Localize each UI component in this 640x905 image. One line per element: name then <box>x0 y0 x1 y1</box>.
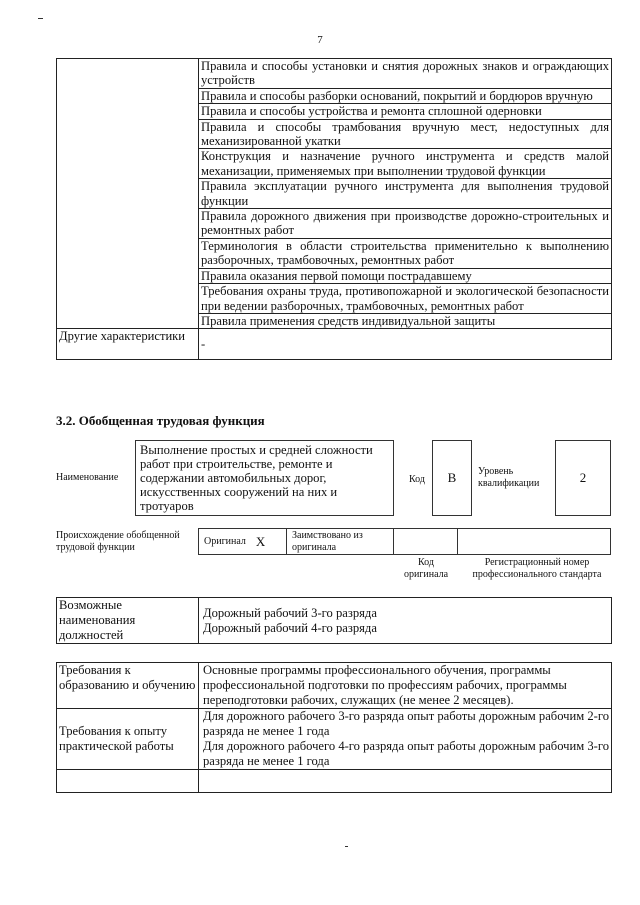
section-heading: 3.2. Обобщенная трудовая функция <box>56 413 265 428</box>
positions-table <box>56 597 612 644</box>
experience-values <box>199 709 612 770</box>
experience-label: Требования к опыту практической работы <box>57 709 199 770</box>
positions-values <box>199 598 612 644</box>
knowledge-item: Правила и способы трамбования вручную мест, недоступных для механизированной укатки <box>199 119 612 149</box>
knowledge-item: Конструкция и назначение ручного инструмента и средств малой механизации, применяемых при выполнении трудовой функции <box>199 149 612 179</box>
table-row <box>57 770 612 793</box>
code-original-caption: Код оригинала <box>403 557 449 580</box>
table-row <box>57 329 612 360</box>
experience-item: Для дорожного рабочего 4-го разряда опыт работы дорожным рабочим 3-го разряда не менее 1 года <box>203 739 609 768</box>
code-label: Код <box>409 474 425 485</box>
knowledge-item: Правила и способы установки и снятия дорожных знаков и ограждающих устройств <box>199 59 612 89</box>
origin-label: Происхождение обобщенной трудовой функции <box>56 530 180 553</box>
knowledge-item: Правила и способы устройства и ремонта сплошной одерновки <box>199 104 612 119</box>
knowledge-item: Правила оказания первой помощи пострадавшему <box>199 268 612 283</box>
knowledge-item: Правила дорожного движения при производстве дорожно-строительных и ремонтных работ <box>199 209 612 239</box>
knowledge-item: Правила применения средств индивидуальной защиты <box>199 313 612 328</box>
other-characteristics-label: Другие характеристики <box>57 329 199 360</box>
table-row <box>57 663 612 709</box>
other-characteristics-value: - <box>199 329 612 360</box>
bottom-mark <box>345 846 348 847</box>
name-label: Наименование <box>56 472 119 483</box>
education-value: Основные программы профессионального обучения, программы профессиональной подготовки по профессиям рабочих, программы переподготовки рабочих, служащих (не менее 2 месяцев). <box>199 663 612 709</box>
knowledge-item: Требования охраны труда, противопожарной и экологической безопасности при ведении разборочных, трамбовочных, ремонтных работ <box>199 284 612 314</box>
knowledge-label-cell <box>57 59 199 329</box>
empty-cell <box>57 770 199 793</box>
registration-number-caption: Регистрационный номер профессионального стандарта <box>472 557 602 580</box>
knowledge-item: Терминология в области строительства применительно к выполнению разборочных, трамбовочных, ремонтных работ <box>199 238 612 268</box>
page-number: 7 <box>317 34 323 46</box>
cell-divider <box>457 528 458 555</box>
original-label: Оригинал <box>204 535 246 547</box>
positions-label: Возможные наименования должностей <box>57 598 199 644</box>
cell-divider <box>393 528 394 555</box>
original-mark: X <box>255 533 266 549</box>
position-item: Дорожный рабочий 3-го разряда <box>203 605 377 620</box>
table-row <box>57 59 612 89</box>
corner-mark <box>38 18 43 19</box>
knowledge-item: Правила и способы разборки оснований, покрытий и бордюров вручную <box>199 88 612 103</box>
function-name-box: Выполнение простых и средней сложности работ при строительстве, ремонте и содержании автомобильных дорог, искусственных сооружений на них и тротуаров <box>135 440 394 516</box>
original-cell <box>198 528 286 555</box>
table-row <box>57 709 612 770</box>
requirements-table <box>56 662 612 793</box>
qualification-level-label: Уровень квалификации <box>478 466 540 489</box>
cell-divider <box>286 528 287 555</box>
experience-item: Для дорожного рабочего 3-го разряда опыт работы дорожным рабочим 2-го разряда не менее 1 года <box>203 709 609 738</box>
table-row <box>57 598 612 644</box>
knowledge-item: Правила эксплуатации ручного инструмента для выполнения трудовой функции <box>199 179 612 209</box>
education-label: Требования к образованию и обучению <box>57 663 199 709</box>
position-item: Дорожный рабочий 4-го разряда <box>203 620 377 635</box>
borrowed-label: Заимствовано из оригинала <box>292 530 363 553</box>
code-value-box: B <box>432 440 472 516</box>
knowledge-table <box>56 58 612 360</box>
qualification-level-box: 2 <box>555 440 611 516</box>
empty-cell <box>199 770 612 793</box>
